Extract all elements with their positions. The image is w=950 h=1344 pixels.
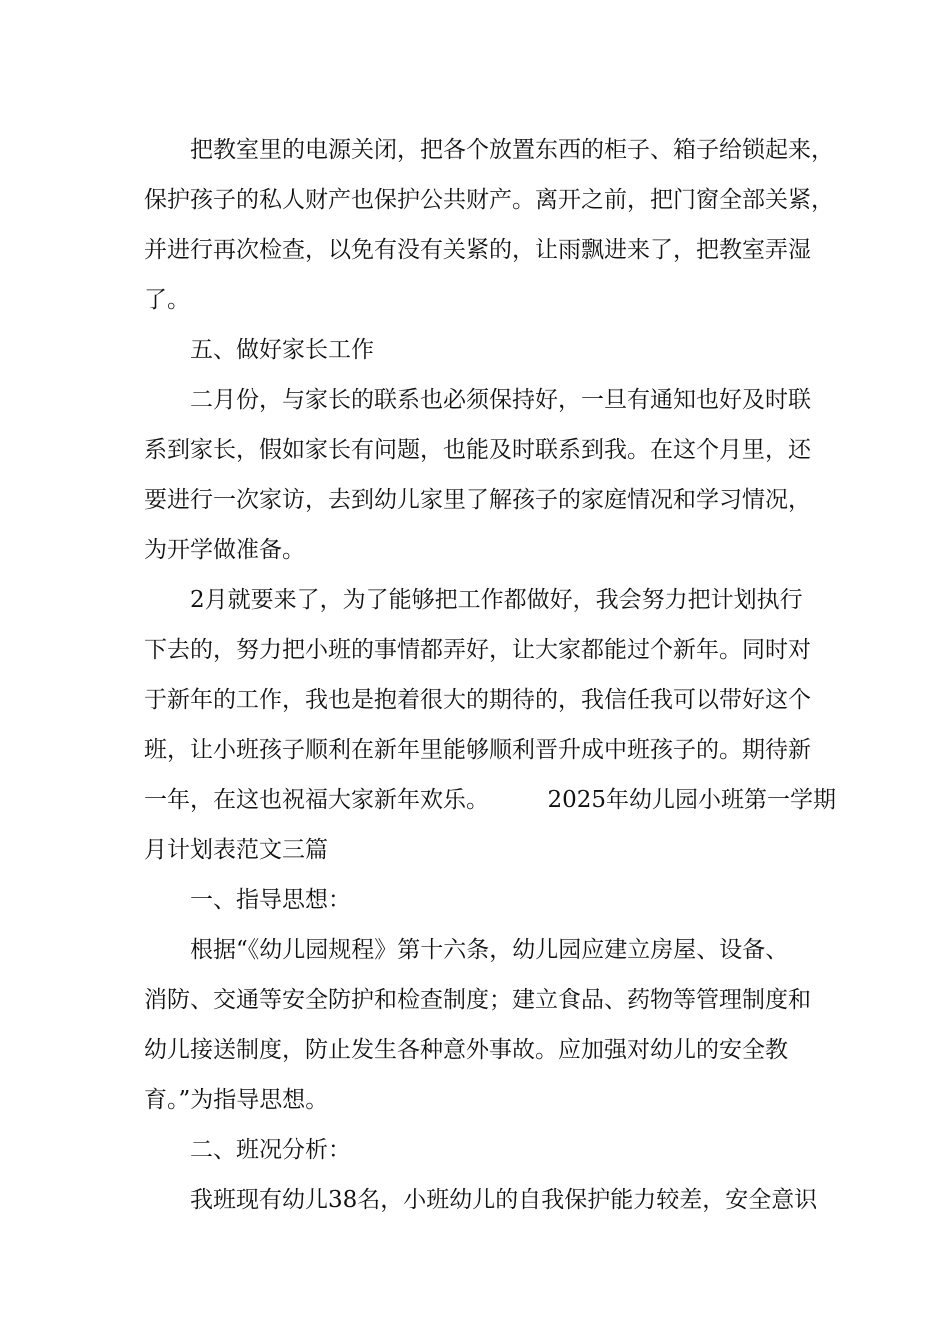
text-line: 把教室里的电源关闭，把各个放置东西的柜子、箱子给锁起来， — [190, 137, 834, 163]
text-line: 要进行一次家访，去到幼儿家里了解孩子的家庭情况和学习情况， — [144, 487, 811, 513]
text-line: 保护孩子的私人财产也保护公共财产。离开之前，把门窗全部关紧， — [144, 187, 834, 213]
section-heading: 二、班况分析： — [190, 1137, 351, 1163]
text-line: 我班现有幼儿38名，小班幼儿的自我保护能力较差，安全意识 — [190, 1187, 818, 1213]
text-line: 班，让小班孩子顺利在新年里能够顺利晋升成中班孩子的。期待新 — [144, 737, 811, 763]
text-line: 下去的，努力把小班的事情都弄好，让大家都能过个新年。同时对 — [144, 637, 811, 663]
section-heading: 一、指导思想： — [190, 887, 351, 913]
text-line: 幼儿接送制度，防止发生各种意外事故。应加强对幼儿的安全教 — [144, 1037, 788, 1063]
text-line: 于新年的工作，我也是抱着很大的期待的，我信任我可以带好这个 — [144, 687, 811, 713]
text-line: 了。 — [144, 287, 190, 313]
text-line: 育。”为指导思想。 — [144, 1087, 329, 1113]
text-line: 2月就要来了，为了能够把工作都做好，我会努力把计划执行 — [190, 587, 803, 613]
text-line: 月计划表范文三篇 — [144, 837, 328, 863]
section-heading: 五、做好家长工作 — [190, 337, 374, 363]
text-line: 根据“《幼儿园规程》第十六条，幼儿园应建立房屋、设备、 — [190, 937, 789, 963]
text-line: 为开学做准备。 — [144, 537, 305, 563]
text-line: 一年，在这也祝福大家新年欢乐。 2025年幼儿园小班第一学期 — [144, 787, 837, 813]
text-line: 消防、交通等安全防护和检查制度；建立食品、药物等管理制度和 — [144, 987, 811, 1013]
text-line: 二月份，与家长的联系也必须保持好，一旦有通知也好及时联 — [190, 387, 811, 413]
text-line: 并进行再次检查，以免有没有关紧的，让雨飘进来了，把教室弄湿 — [144, 237, 811, 263]
text-line: 系到家长，假如家长有问题，也能及时联系到我。在这个月里，还 — [144, 437, 811, 463]
